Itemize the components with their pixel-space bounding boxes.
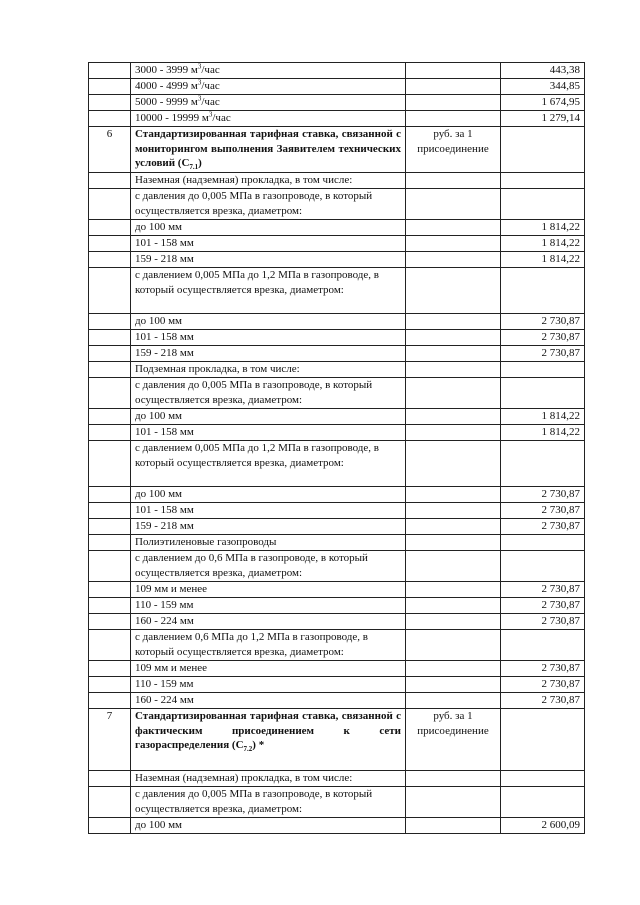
table-row [89,79,585,95]
table-row [89,487,585,503]
row-description: 109 мм и менее [131,582,406,598]
row-number [89,378,131,409]
row-number [89,598,131,614]
row-number [89,519,131,535]
row-unit [406,236,501,252]
row-unit [406,314,501,330]
row-number [89,630,131,661]
row-unit [406,630,501,661]
row-value: 2 730,87 [501,346,585,362]
table-row [89,787,585,818]
tariff-table-body [89,63,585,834]
row-number [89,771,131,787]
row-value: 2 730,87 [501,614,585,630]
table-row [89,127,585,173]
row-description: 101 - 158 мм [131,425,406,441]
row-value: 1 814,22 [501,409,585,425]
row-description: до 100 мм [131,818,406,834]
row-description: до 100 мм [131,487,406,503]
row-number [89,268,131,314]
row-number [89,582,131,598]
row-number [89,79,131,95]
row-description: Наземная (надземная) прокладка, в том числе: [131,173,406,189]
row-number [89,95,131,111]
row-unit [406,818,501,834]
row-description: 101 - 158 мм [131,236,406,252]
row-value [501,362,585,378]
row-unit [406,551,501,582]
row-unit [406,378,501,409]
row-unit [406,111,501,127]
table-row [89,346,585,362]
row-description: до 100 мм [131,314,406,330]
row-unit [406,693,501,709]
row-description: 3000 - 3999 $м^3$/час [131,63,406,79]
row-description: 160 - 224 мм [131,693,406,709]
table-row [89,503,585,519]
row-description: 101 - 158 мм [131,330,406,346]
table-row [89,362,585,378]
table-row [89,330,585,346]
row-number [89,551,131,582]
table-row [89,818,585,834]
row-number [89,236,131,252]
row-unit [406,519,501,535]
table-row [89,252,585,268]
tariff-table [88,62,585,834]
row-value: 1 279,14 [501,111,585,127]
row-number [89,614,131,630]
row-unit [406,268,501,314]
row-value [501,378,585,409]
row-number [89,189,131,220]
table-row [89,582,585,598]
table-row [89,693,585,709]
row-value [501,441,585,487]
table-row [89,314,585,330]
row-description: 160 - 224 мм [131,614,406,630]
row-value [501,189,585,220]
row-value: 1 814,22 [501,220,585,236]
table-row [89,535,585,551]
row-number [89,441,131,487]
row-description: 101 - 158 мм [131,503,406,519]
row-description: 110 - 159 мм [131,598,406,614]
row-unit [406,362,501,378]
row-unit: руб. за 1 присоединение [406,709,501,771]
row-value: 2 730,87 [501,330,585,346]
row-unit [406,330,501,346]
row-unit [406,598,501,614]
row-number [89,314,131,330]
row-unit [406,487,501,503]
row-value [501,535,585,551]
row-value: 2 730,87 [501,693,585,709]
row-description: с давлением 0,005 МПа до 1,2 МПа в газопроводе, в который осуществляется врезка, диаметром: [131,441,406,487]
row-description: Стандартизированная тарифная ставка, связанной с мониторингом выполнения Заявителем технических условий $(C_{7.1})$ [131,127,406,173]
row-unit [406,425,501,441]
row-value: 2 730,87 [501,487,585,503]
table-row [89,598,585,614]
row-description: Стандартизированная тарифная ставка, связанной с фактическим присоединением к сети газораспределения $(C_{7.2})$ * [131,709,406,771]
row-value [501,551,585,582]
row-unit [406,661,501,677]
row-value: 2 730,87 [501,677,585,693]
row-unit [406,409,501,425]
row-description: 159 - 218 мм [131,252,406,268]
row-value: 344,85 [501,79,585,95]
row-unit [406,189,501,220]
row-number [89,818,131,834]
row-value [501,787,585,818]
table-row [89,630,585,661]
row-description: 109 мм и менее [131,661,406,677]
table-row [89,661,585,677]
row-unit [406,173,501,189]
row-description: 159 - 218 мм [131,346,406,362]
row-number [89,503,131,519]
row-unit [406,614,501,630]
row-value: 2 730,87 [501,598,585,614]
row-number [89,425,131,441]
row-value: 2 730,87 [501,314,585,330]
row-value: 1 814,22 [501,236,585,252]
table-row [89,378,585,409]
row-number: 6 [89,127,131,173]
table-row [89,614,585,630]
row-description: с давлением 0,6 МПа до 1,2 МПа в газопроводе, в который осуществляется врезка, диаметром: [131,630,406,661]
table-row [89,95,585,111]
row-value [501,173,585,189]
row-number [89,220,131,236]
row-unit [406,535,501,551]
row-description: с давления до 0,005 МПа в газопроводе, в который осуществляется врезка, диаметром: [131,189,406,220]
row-number [89,173,131,189]
row-description: 159 - 218 мм [131,519,406,535]
row-value [501,630,585,661]
row-number [89,362,131,378]
table-row [89,709,585,771]
row-unit [406,95,501,111]
row-unit [406,252,501,268]
row-value: 2 730,87 [501,661,585,677]
row-number [89,677,131,693]
row-unit [406,79,501,95]
row-unit: руб. за 1 присоединение [406,127,501,173]
table-row [89,63,585,79]
row-value: 1 814,22 [501,252,585,268]
row-unit [406,346,501,362]
table-row [89,409,585,425]
row-unit [406,787,501,818]
table-row [89,677,585,693]
row-unit [406,503,501,519]
row-description: 10000 - 19999 $м^3$/час [131,111,406,127]
row-number [89,487,131,503]
row-number: 7 [89,709,131,771]
row-unit [406,441,501,487]
row-number [89,252,131,268]
row-value: 1 814,22 [501,425,585,441]
table-row [89,551,585,582]
row-value: 2 730,87 [501,582,585,598]
row-description: Наземная (надземная) прокладка, в том числе: [131,771,406,787]
table-row [89,771,585,787]
row-description: с давлением до 0,6 МПа в газопроводе, в который осуществляется врезка, диаметром: [131,551,406,582]
row-value [501,268,585,314]
table-row [89,268,585,314]
row-unit [406,220,501,236]
row-value: 443,38 [501,63,585,79]
row-unit [406,771,501,787]
row-description: до 100 мм [131,220,406,236]
row-number [89,346,131,362]
row-number [89,535,131,551]
row-value: 2 730,87 [501,503,585,519]
row-number [89,63,131,79]
table-row [89,220,585,236]
row-description: с давления до 0,005 МПа в газопроводе, в который осуществляется врезка, диаметром: [131,787,406,818]
table-row [89,425,585,441]
row-number [89,693,131,709]
row-value [501,709,585,771]
table-row [89,236,585,252]
row-description: Полиэтиленовые газопроводы [131,535,406,551]
row-description: Подземная прокладка, в том числе: [131,362,406,378]
table-row [89,519,585,535]
row-description: до 100 мм [131,409,406,425]
row-description: с давления до 0,005 МПа в газопроводе, в который осуществляется врезка, диаметром: [131,378,406,409]
table-row [89,189,585,220]
row-value: 2 600,09 [501,818,585,834]
row-unit [406,63,501,79]
row-description: с давлением 0,005 МПа до 1,2 МПа в газопроводе, в который осуществляется врезка, диаметром: [131,268,406,314]
row-value [501,771,585,787]
row-value: 1 674,95 [501,95,585,111]
row-description: 110 - 159 мм [131,677,406,693]
row-description: 4000 - 4999 $м^3$/час [131,79,406,95]
table-row [89,173,585,189]
row-unit [406,582,501,598]
row-description: 5000 - 9999 $м^3$/час [131,95,406,111]
row-number [89,330,131,346]
row-number [89,111,131,127]
row-number [89,661,131,677]
row-unit [406,677,501,693]
row-number [89,787,131,818]
table-row [89,111,585,127]
row-number [89,409,131,425]
row-value [501,127,585,173]
table-row [89,441,585,487]
row-value: 2 730,87 [501,519,585,535]
